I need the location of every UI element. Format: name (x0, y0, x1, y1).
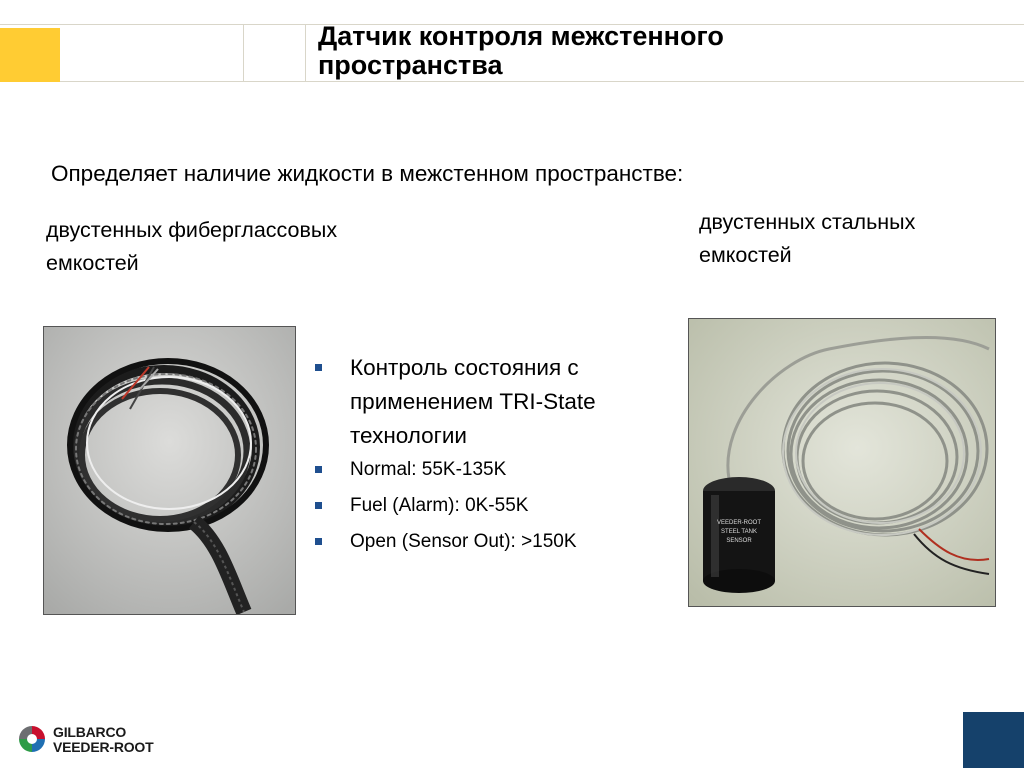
left-caption (46, 214, 337, 280)
header-bottom-rule (0, 81, 1024, 82)
sensor-label-line-3: SENSOR (726, 538, 752, 544)
fiberglass-sensor-photo (43, 326, 296, 615)
header-divider-box (243, 24, 306, 82)
company-logo (17, 722, 167, 760)
right-caption-line-2: емкостей (699, 243, 792, 267)
header-divider (305, 24, 307, 82)
slide-title-line-1: Датчик контроля межстенного (318, 21, 724, 51)
logo-text-line-2: VEEDER-ROOT (53, 739, 154, 755)
fiberglass-sensor-cable-coil-icon (44, 327, 295, 614)
bullet-item-normal (314, 457, 686, 483)
left-caption-line-1: двустенных фиберглассовых (46, 218, 338, 242)
corner-accent-block (963, 712, 1024, 768)
slide-title-line-2: пространства (318, 50, 503, 80)
sensor-label-line-1: VEEDER-ROOT (716, 520, 762, 526)
sensor-body (703, 477, 775, 593)
bullet-item-fuel-alarm (314, 493, 686, 519)
bullet-item-tri-state (314, 351, 686, 453)
bullet-text: Fuel (Alarm): 0K-55K (350, 495, 529, 516)
bullet-list (314, 351, 686, 565)
logo-text-line-1: GILBARCO (53, 724, 127, 740)
left-caption-line-2: емкостей (46, 251, 139, 275)
header-accent-block (0, 28, 60, 82)
bullet-item-open (314, 529, 686, 555)
right-caption (699, 206, 915, 272)
bullet-text: Open (Sensor Out): >150K (350, 531, 577, 552)
sensor-label-line-2: STEEL TANK (721, 529, 757, 535)
bullet-line: технологии (350, 423, 468, 448)
bullet-marker-icon (315, 466, 322, 473)
right-caption-line-1: двустенных стальных (699, 210, 916, 234)
bullet-marker-icon (315, 502, 322, 509)
steel-sensor-photo (688, 318, 996, 607)
bullet-marker-icon (315, 538, 322, 545)
lead-text: Определяет наличие жидкости в межстенном пространстве: (51, 161, 684, 186)
bullet-line: применением TRI-State (350, 389, 596, 414)
bullet-marker-icon (315, 364, 322, 371)
bullet-line: Контроль состояния с (350, 355, 579, 380)
gilbarco-logo-icon (17, 724, 47, 754)
bullet-text: Normal: 55K-135K (350, 459, 507, 480)
slide-title (318, 22, 918, 80)
steel-tank-sensor-with-cable-icon (689, 319, 995, 606)
